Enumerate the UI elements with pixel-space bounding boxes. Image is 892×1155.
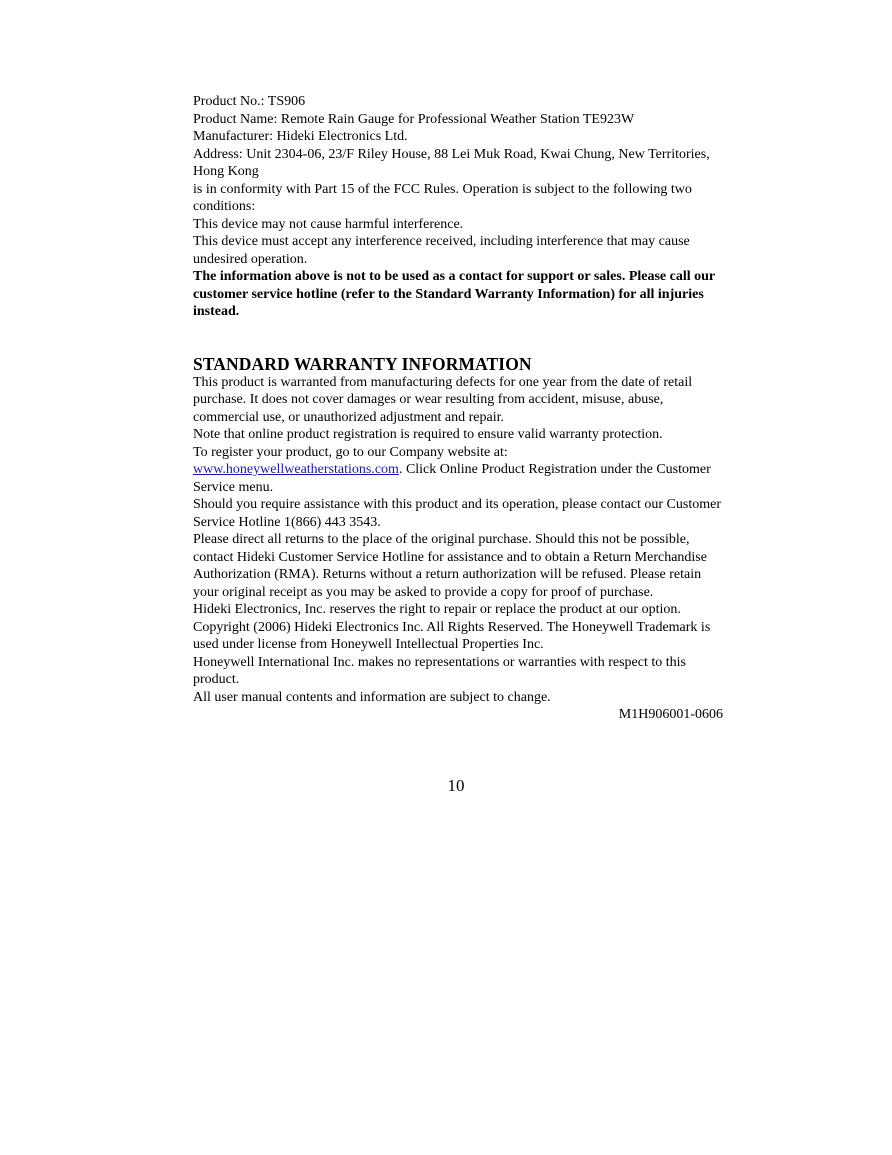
page-content <box>193 93 723 724</box>
page-number: 10 <box>447 776 465 795</box>
register-intro: To register your product, go to our Company website at: <box>193 444 508 460</box>
warranty-heading: STANDARD WARRANTY INFORMATION <box>193 353 532 374</box>
registration-note: Note that online product registration is required to ensure valid warranty protection. <box>193 427 663 442</box>
website-link[interactable]: www.honeywellweatherstations.com <box>193 462 399 477</box>
warranty-coverage: This product is warranted from manufacturing defects for one year from the date of retail purchase. It does not cover damages or wear resulting from accident, misuse, abuse, commercial use, or unauthorized adjustment and repair. <box>193 374 693 425</box>
product-name: Product Name: Remote Rain Gauge for Professional Weather Station TE923W <box>193 111 635 127</box>
returns-policy: Please direct all returns to the place of the original purchase. Should this not be possible, contact Hideki Customer Service Hotline for assistance and to obtain a Return Merchandise Authorization (RMA). Returns without a return authorization will be refused. Please retain your original receipt as you may be asked to provide a copy for proof of purchase. <box>193 532 707 600</box>
assistance-info: Should you require assistance with this product and its operation, please contact our Customer Service Hotline 1(866) 443 3543. <box>193 497 721 530</box>
fcc-conformity-statement: is in conformity with Part 15 of the FCC Rules. Operation is subject to the following two conditions: <box>193 181 692 214</box>
register-instructions: . Click Online Product Registration under the Customer Service menu. <box>193 462 711 495</box>
manufacturer-address: Address: Unit 2304-06, 23/F Riley House, 88 Lei Muk Road, Kwai Chung, New Territories, Hong Kong <box>193 146 710 179</box>
support-notice: The information above is not to be used as a contact for support or sales. Please call our customer service hotline (refer to the Standard Warranty Information) for all injuries instead. <box>193 269 715 319</box>
repair-rights: Hideki Electronics, Inc. reserves the right to repair or replace the product at our option. <box>193 602 681 617</box>
document-code: M1H906001-0606 <box>618 707 723 722</box>
fcc-condition-2: This device must accept any interference received, including interference that may cause undesired operation. <box>193 234 690 267</box>
subject-to-change-note: All user manual contents and information are subject to change. <box>193 689 551 705</box>
honeywell-disclaimer: Honeywell International Inc. makes no representations or warranties with respect to this product. <box>193 654 686 687</box>
register-paragraph <box>193 461 723 496</box>
product-number: Product No.: TS906 <box>193 94 306 109</box>
fcc-condition-1: This device may not cause harmful interference. <box>193 216 464 232</box>
manufacturer: Manufacturer: Hideki Electronics Ltd. <box>193 129 408 144</box>
copyright-notice: Copyright (2006) Hideki Electronics Inc. All Rights Reserved. The Honeywell Trademark is used under license from Honeywell Intellectual Properties Inc. <box>193 619 711 652</box>
